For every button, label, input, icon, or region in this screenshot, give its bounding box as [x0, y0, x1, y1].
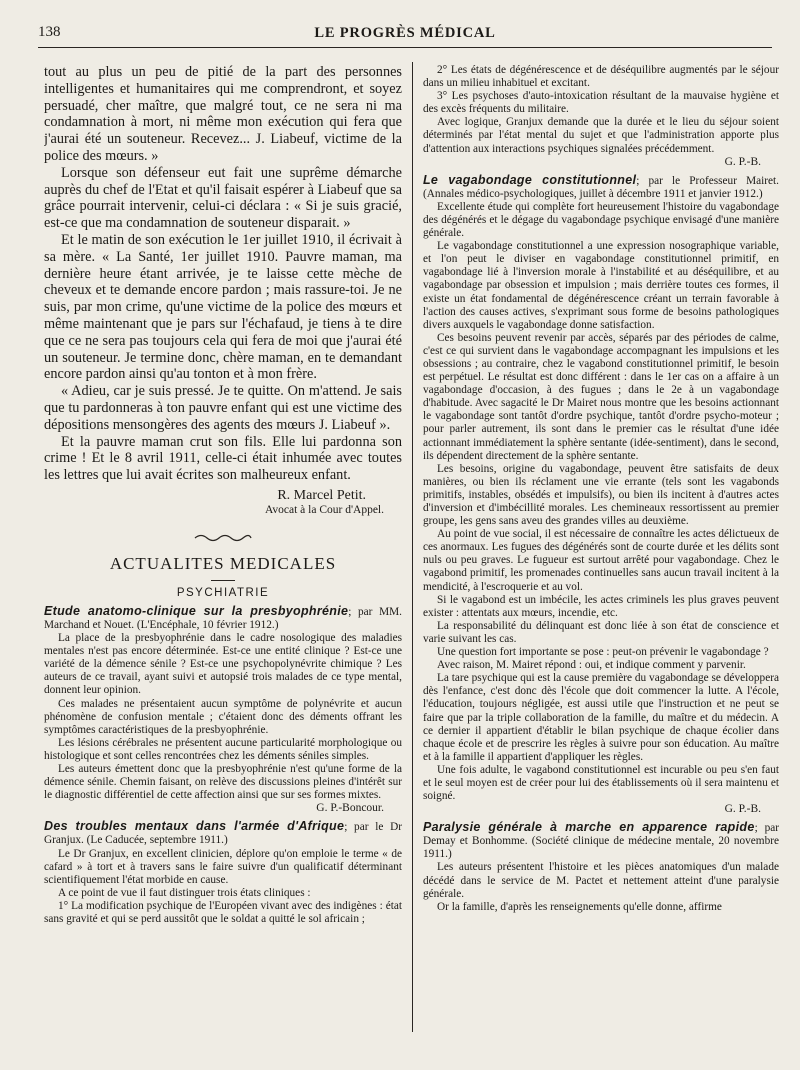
article-title: Le vagabondage constitutionnel	[423, 172, 637, 187]
article-title: Paralysie générale à marche en apparence rapide	[423, 820, 755, 835]
paragraph: Une question fort importante se pose : peut-on prévenir le vagabondage ?	[437, 646, 769, 659]
paragraph: Avec raison, M. Mairet répond : oui, et indique comment y parvenir.	[437, 659, 746, 672]
article-signature: G. P.-B.	[724, 155, 761, 168]
paragraph: La responsabilité du délinquant est donc liée à son état de conscience et varie suivant les cas.	[423, 619, 779, 645]
header-rule	[38, 47, 772, 48]
paragraph: Et la pauvre maman crut son fils. Elle lui pardonna son crime ! Et le 8 avril 1911, celle-ci était inhumée avec toutes les lettres que lui avait écrites son malheureux enfant.	[44, 433, 402, 484]
article-byline: ; par MM. Marchand et Nouet. (L'Encéphale, 10 février 1912.)	[44, 605, 402, 632]
short-rule	[211, 580, 235, 581]
paragraph: La place de la presbyophrénie dans le cadre nosologique des maladies mentales n'est pas encore déterminée. Est-ce une entité clinique ? Est-ce une variété de la démence sénile ? Est-ce une psychopolynévrite chimique ? Les auteurs de ce travail, ayant suivi et autopsié trois malades de ce type mental, donnent leur opinion.	[44, 632, 402, 697]
article-signature: G. P.-B.	[724, 803, 761, 816]
paragraph: 2° Les états de dégénérescence et de déséquilibre augmentés par le séjour dans un milieu inhabituel et excitant.	[423, 64, 779, 90]
article-signature: G. P.-Boncour.	[316, 802, 384, 815]
page-number: 138	[38, 24, 61, 40]
left-column	[44, 64, 402, 1064]
paragraph: tout au plus un peu de pitié de la part des personnes intelligentes et humanitaires qui me comprendront, et soyez persuadé, cher maître, que malgré tout, ce ne sera ni ma condamnation à mort, ni même mon exécution qui fera que j'aurai été un souteneur. Recevez... J. Liabeuf, victime de la police des mœurs. »	[44, 64, 402, 164]
running-header	[38, 24, 772, 46]
article-heading	[423, 821, 779, 861]
article-title: Etude anatomo-clinique sur la presbyophrénie	[44, 603, 349, 618]
letter-text	[44, 64, 402, 484]
article-byline: ; par le Dr Granjux. (Le Caducée, septembre 1911.)	[44, 821, 402, 847]
ornament-divider	[44, 530, 402, 548]
article-title: Des troubles mentaux dans l'armée d'Afrique	[44, 819, 345, 834]
author-signature: R. Marcel Petit.	[277, 487, 366, 503]
paragraph: Les lésions cérébrales ne présentent aucune particularité morphologique ou histologique et sont celles rencontrées chez les déments séniles simples.	[44, 736, 402, 762]
paragraph: Et le matin de son exécution le 1er juillet 1910, il écrivait à sa mère. « La Santé, 1er juillet 1910. Pauvre maman, ma dernière heure étant arrivée, je te laisse cette mèche de cheveux et te demande encore pardon ; mais rassure-toi. Je ne suis, par mon crime, qu'une victime de la police des mœurs et même maintenant que je pars sur l'échafaud, je tiens à te dire que ce ne sera pas toujours cela qui fera de moi que j'aurai été un souteneur. Je termine donc, chère maman, en te demandant encore pardon ainsi qu'au tonton et à mon frère.	[44, 231, 402, 383]
article-troubles-mentaux	[44, 820, 402, 926]
paragraph: Excellente étude qui complète fort heureusement l'histoire du vagabondage des dégénérés et le dégage du vagabondage psychique envisagé d'une manière générale.	[423, 200, 779, 240]
article-heading	[44, 605, 402, 632]
article-presbyophrenie	[44, 605, 402, 814]
paragraph: Les besoins, origine du vagabondage, peuvent être satisfaits de deux manières, ou bien ils réclament une vie errante (tels sont les vagabonds primitifs, instables, obsédés et impulsifs), ou bien ils incitent à d'autres actes d'inversion et d'imbécillité morales. Les chemineaux ressortissent au premier groupe, les gens sans aveu des grandes villes au deuxième.	[423, 462, 779, 528]
paragraph: Ces malades ne présentaient aucun symptôme de polynévrite et aucun phénomène de confusion mentale ; c'étaient donc des déments offrant les symptômes caractéristiques de la presbyophrénie.	[44, 697, 402, 736]
article-heading	[44, 820, 402, 847]
article-vagabondage	[423, 174, 779, 816]
paragraph: Le vagabondage constitutionnel a une expression nosographique variable, et l'on peut le diviser en vagabondage constitutionnel primitif, en vagabondage lié à l'inversion morale à l'instabilité et au déséquilibre, et au vagabondage par obsession et impulsion ; mais derrière toutes ces formes, il existe un état fondamental de dégénérescence créant un terrain favorable à l'action des causes actives, s'exprimant sous forme de besoins pathologiques divers auxquels le vagabondage donne satisfaction.	[423, 240, 779, 331]
article-heading	[423, 174, 779, 201]
author-title: Avocat à la Cour d'Appel.	[264, 503, 384, 516]
paragraph: La tare psychique qui est la cause première du vagabondage se développera dès l'enfance, c'est donc dès l'école que doit commencer la lutte. A l'école, l'éducation, toujours négligée, est aussi utile que l'instruction et ne peut se faire que par la triple collaboration de la famille, du maître et du médecin. A ce dernier il appartient d'établir le bilan psychique de chaque écolier dans chaque école et de prescrire les règles à suivre pour son éducation. Au maître et à la famille il appartient d'appliquer les règles.	[423, 672, 779, 763]
paragraph: Avec logique, Granjux demande que la durée et le lieu du séjour soient déterminés par l'état mental du sujet et que l'administration apporte plus d'attention aux interactions psychiques signalées précédemment.	[423, 116, 779, 155]
right-column	[423, 64, 779, 1064]
paragraph: Une fois adulte, le vagabond constitutionnel est incurable ou peu s'en faut et le seul moyen est de créer pour lui des établissements où il sera maintenu et soigné.	[423, 763, 779, 803]
paragraph: « Adieu, car je suis pressé. Je te quitte. On m'attend. Je sais que tu pardonneras à ton pauvre enfant qui est une victime des dépositions mensongères des agents des mœurs J. Liabeuf ».	[44, 383, 402, 433]
column-divider	[412, 62, 413, 1032]
paragraph: Les auteurs présentent l'histoire et les pièces anatomiques d'un malade décédé dans le service de M. Pactet et nettement atteint d'une paralysie générale.	[423, 861, 779, 900]
subsection-title: PSYCHIATRIE	[176, 586, 270, 599]
paragraph: Les auteurs émettent donc que la presbyophrénie n'est qu'une forme de la démence sénile. Chemin faisant, on relève des discussions pleines d'intérêt sur le diagnostic différentiel de cette affection ainsi que sur ses formes mixtes.	[44, 763, 402, 802]
journal-title: LE PROGRÈS MÉDICAL	[314, 25, 496, 41]
paragraph: 1° La modification psychique de l'Européen vivant avec des indigènes : état sans gravité et qui se perd aussitôt que le soldat a quitté le sol africain ;	[44, 899, 402, 925]
paragraph: Ces besoins peuvent revenir par accès, séparés par des périodes de calme, c'est ce qui survient dans le vagabondage accompagnant les impulsions et les obsessions ; au contraire, chez le vagabond constitutionnel primitif, le besoin est perpétuel. Le résultat est donc différent : dans le 1er cas on a affaire à un vagabondage d'occasion, à des fugues ; dans le 2e à un vagabondage d'habitude. Avec sagacité le Dr Mairet nous montre que les besoins actionnant le vagabondage sont tantôt d'ordre psychique, tantôt d'ordre psycho-moteur ; pour parler autrement, ils sont dans le premier cas le résultat d'une idée actionnant immédiatement la sphère sentante (idée-sentiment), dans le second, ils dépendent directement de la sphère sentante.	[423, 331, 779, 462]
paragraph: Or la famille, d'après les renseignements qu'elle donne, affirme	[437, 900, 722, 913]
paragraph: Si le vagabond est un imbécile, les actes criminels les plus graves peuvent exister : attentats aux mœurs, incendie, etc.	[423, 593, 779, 619]
paragraph: A ce point de vue il faut distinguer trois états cliniques :	[58, 886, 311, 899]
paragraph: Au point de vue social, il est nécessaire de connaître les actes délictueux de ces anormaux. Les fugues des dégénérés sont de courte durée et les délits sont nuls ou peu graves. Le fugueur est surtout arrêté pour vagabondage. Chez le vagabond primitif, les promenades continuelles sans aucun travail incitent à la mendicité, à l'escroquerie et au vol.	[423, 528, 779, 593]
paragraph: 3° Les psychoses d'auto-intoxication résultant de la mauvaise hygiène et des excès fréquents du militaire.	[423, 90, 779, 116]
paragraph: Lorsque son défenseur eut fait une suprême démarche auprès du chef de l'Etat et qu'il faisait espérer à Liabeuf que sa grâce pourrait intervenir, celui-ci déclara : « Si je suis gracié, est-ce que ma condamnation de souteneur disparait. »	[44, 164, 402, 232]
article-byline: ; par Demay et Bonhomme. (Société clinique de médecine mentale, 20 novembre 1911.)	[423, 822, 779, 861]
article-byline: ; par le Professeur Mairet. (Annales médico-psychologiques, juillet à décembre 1911 et janvier 1912.)	[423, 174, 779, 200]
article-paralysie-generale	[423, 821, 779, 914]
paragraph: Le Dr Granjux, en excellent clinicien, déplore qu'on emploie le terme « de cafard » à tort et à travers sans le faire suivre d'un qualificatif déterminant scientifiquement l'état morbide en cause.	[44, 847, 402, 886]
section-title: ACTUALITES MEDICALES	[109, 553, 337, 573]
